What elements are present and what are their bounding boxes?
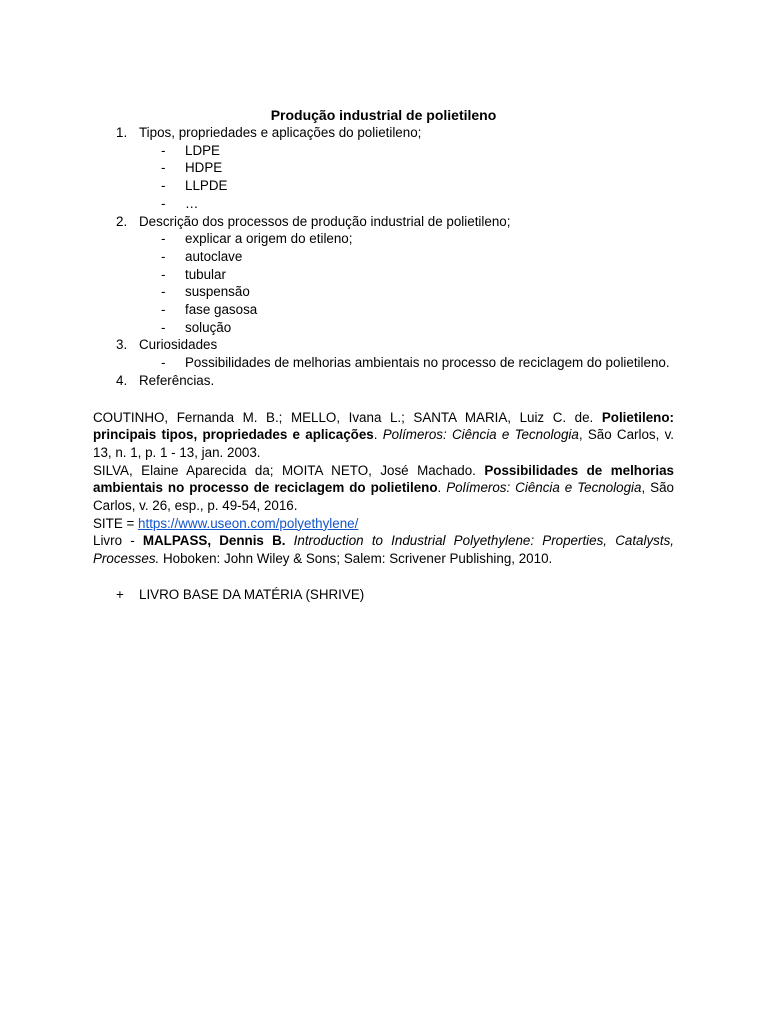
topic-item (93, 372, 674, 390)
topic-number: 4. (116, 372, 128, 388)
topic-text: Descrição dos processos de produção industrial de polietileno; (139, 213, 511, 229)
sub-item (93, 248, 674, 266)
sub-list (93, 354, 674, 372)
reference-journal: Polímeros: Ciência e Tecnologia (382, 427, 579, 443)
document-page (93, 106, 674, 604)
sub-list (93, 142, 674, 213)
plus-bullet: + (116, 586, 124, 602)
topic-item (93, 336, 674, 354)
book-reference (93, 532, 674, 567)
sub-item-text: LDPE (185, 142, 220, 158)
sub-item-text: fase gasosa (185, 302, 258, 318)
sub-item (93, 159, 674, 177)
reference-entry (93, 409, 674, 462)
reference-details: , São Carlos, v. 13, n. 1, p. 1 - 13, jan. 2003. (93, 427, 674, 460)
dash-bullet: - (161, 266, 166, 282)
sub-list (93, 230, 674, 336)
dash-bullet: - (161, 160, 166, 176)
sub-item-text: tubular (185, 266, 226, 282)
extra-item (93, 586, 674, 604)
topic-number: 2. (116, 213, 128, 229)
reference-title: Polietileno: principais tipos, propriedades e aplicações (93, 409, 674, 443)
reference-title: Possibilidades de melhorias ambientais no processo de reciclagem do polietileno (93, 462, 674, 496)
sub-item-text: LLPDE (185, 178, 228, 194)
topic-text: Curiosidades (139, 337, 218, 353)
site-reference (93, 515, 674, 533)
sub-item (93, 230, 674, 248)
sub-item (93, 319, 674, 337)
reference-details: , São Carlos, v. 26, esp., p. 49-54, 2016. (93, 480, 674, 514)
dash-bullet: - (161, 142, 166, 158)
sub-item-text: suspensão (185, 284, 250, 300)
book-prefix: Livro - (93, 533, 143, 549)
sub-item-text: autoclave (185, 248, 243, 264)
sub-item-text: HDPE (185, 160, 223, 176)
sub-item (93, 195, 674, 213)
sub-item-text: … (185, 195, 199, 211)
sub-item (93, 354, 674, 372)
topic-number: 1. (116, 125, 128, 140)
dash-bullet: - (161, 178, 166, 194)
sub-item (93, 266, 674, 284)
reference-journal: Polímeros: Ciência e Tecnologia (446, 480, 642, 496)
sub-item-text: solução (185, 319, 232, 335)
dash-bullet: - (161, 319, 166, 335)
reference-authors: COUTINHO, Fernanda M. B.; MELLO, Ivana L.; SANTA MARIA, Luiz C. de. (93, 409, 602, 425)
reference-entry (93, 462, 674, 515)
sub-item-text: Possibilidades de melhorias ambientais no processo de reciclagem do polietileno. (185, 355, 670, 371)
sub-item (93, 283, 674, 301)
topic-text: Tipos, propriedades e aplicações do polietileno; (139, 125, 422, 140)
dash-bullet: - (161, 355, 166, 371)
sub-item (93, 177, 674, 195)
dash-bullet: - (161, 302, 166, 318)
sub-item-text: explicar a origem do etileno; (185, 231, 353, 247)
book-author: MALPASS, Dennis B. (142, 533, 286, 549)
topic-item (93, 124, 674, 142)
topic-text: Referências. (139, 372, 215, 388)
reference-separator: . (373, 427, 383, 443)
dash-bullet: - (161, 248, 166, 264)
book-title: Introduction to Industrial Polyethylene: Properties, Catalysts, Processes. (93, 533, 674, 567)
topic-number: 3. (116, 337, 128, 353)
site-label: SITE = (93, 515, 139, 531)
extra-text: LIVRO BASE DA MATÉRIA (SHRIVE) (139, 586, 365, 602)
topic-list (93, 124, 674, 390)
dash-bullet: - (161, 195, 166, 211)
dash-bullet: - (161, 284, 166, 300)
site-link[interactable]: https://www.useon.com/polyethylene/ (138, 515, 359, 531)
book-details: Hoboken: John Wiley & Sons; Salem: Scrivener Publishing, 2010. (159, 551, 553, 567)
reference-separator: . (437, 480, 447, 496)
reference-authors: SILVA, Elaine Aparecida da; MOITA NETO, José Machado. (93, 462, 485, 478)
sub-item (93, 301, 674, 319)
document-title: Produção industrial de polietileno (270, 107, 497, 123)
references-section (93, 409, 674, 568)
dash-bullet: - (161, 231, 166, 247)
topic-item (93, 213, 674, 231)
sub-item (93, 142, 674, 160)
book-space (285, 533, 293, 548)
